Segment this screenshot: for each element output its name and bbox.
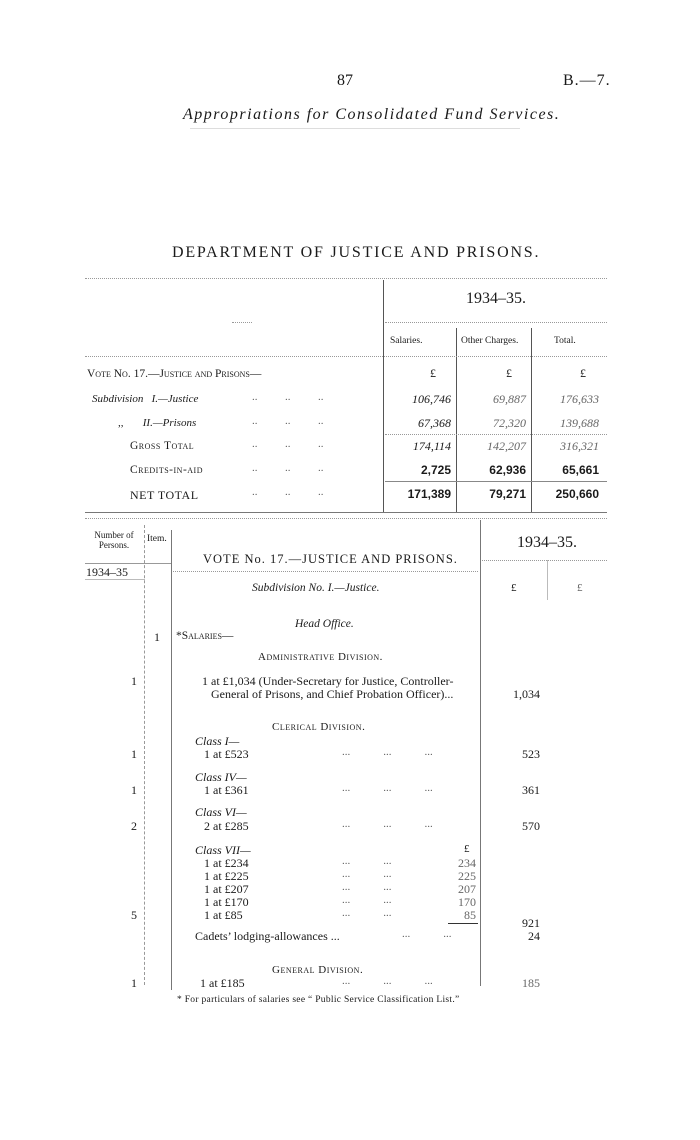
- vote-title: VOTE No. 17.—JUSTICE AND PRISONS.: [203, 552, 458, 566]
- subdivision-title: Subdivision No. I.—Justice.: [252, 582, 380, 594]
- summary-row-dots: .. .. ..: [252, 462, 324, 474]
- summary-row-salaries: 67,368: [418, 416, 451, 430]
- document-reference: B.—7.: [563, 72, 611, 89]
- class-vii-line: 1 at £225: [204, 869, 249, 883]
- class-iv-line: 1 at £361: [204, 783, 249, 797]
- general-dots: ... ... ...: [342, 975, 433, 987]
- summary-row-label: [118, 417, 196, 429]
- summary-row-salaries: 106,746: [412, 392, 451, 406]
- col-total-header: Total.: [554, 336, 576, 346]
- class-vii-amount: 234: [458, 856, 476, 870]
- head-office-heading: Head Office.: [295, 618, 354, 630]
- summary-row-total: 176,633: [560, 392, 599, 406]
- class-vi-dots: ... ... ...: [342, 818, 433, 830]
- summary-row-prefix: Subdivision: [92, 393, 144, 405]
- admin-division-heading: Administrative Division.: [258, 651, 383, 663]
- class-iv-dots: ... ... ...: [342, 782, 433, 794]
- class-vii-currency: £: [464, 843, 470, 855]
- summary-row-total: 139,688: [560, 416, 599, 430]
- class-vi-amount: 570: [522, 819, 540, 833]
- class-vii-dots: ... ...: [342, 855, 392, 867]
- summary-net-total: 250,660: [555, 487, 599, 501]
- general-persons: 1: [131, 976, 137, 990]
- class-i-line: 1 at £523: [204, 747, 249, 761]
- detail-year: 1934–35.: [517, 534, 577, 551]
- class-vii-amount: 85: [464, 908, 476, 922]
- class-vii-line: 1 at £170: [204, 895, 249, 909]
- footnote: * For particulars of salaries see “ Public Service Classification List.”: [177, 995, 460, 1005]
- summary-currency-salaries: £: [430, 366, 436, 380]
- summary-net-total-label: NET TOTAL: [130, 488, 199, 502]
- class-vii-dots: ... ...: [342, 881, 392, 893]
- class-vii-dots: ... ...: [342, 894, 392, 906]
- class-vii-persons: 5: [131, 908, 137, 922]
- summary-row-other: 72,320: [493, 416, 526, 430]
- class-i-persons: 1: [131, 747, 137, 761]
- class-vii-total: 921: [522, 916, 540, 930]
- class-vi-persons: 2: [131, 819, 137, 833]
- class-vi-label: Class VI—: [195, 805, 247, 819]
- col-item-header: Item.: [147, 534, 167, 544]
- summary-row-dots: .. .. ..: [252, 391, 324, 403]
- summary-row-dots: .. .. ..: [252, 486, 324, 498]
- summary-credits-other: 62,936: [489, 463, 526, 477]
- cadets-dots: ... ...: [402, 928, 452, 940]
- department-title: DEPARTMENT OF JUSTICE AND PRISONS.: [172, 244, 541, 261]
- col-salaries-header: Salaries.: [390, 336, 423, 346]
- class-vii-amount: 170: [458, 895, 476, 909]
- summary-row-other: 69,887: [493, 392, 526, 406]
- summary-gross-total-label: Gross Total: [130, 440, 195, 452]
- summary-row-prefix: ,,: [118, 417, 124, 429]
- class-i-amount: 523: [522, 747, 540, 761]
- summary-currency-total: £: [580, 366, 586, 380]
- class-vii-line: 1 at £85: [204, 908, 243, 922]
- col-persons-header: Number of Persons.: [94, 530, 134, 550]
- page-number: 87: [337, 72, 353, 89]
- admin-line-1: 1 at £1,034 (Under-Secretary for Justice, Controller-: [202, 674, 454, 688]
- summary-vote-label: Vote No. 17.—Justice and Prisons—: [87, 368, 262, 380]
- admin-line-2: General of Prisons, and Chief Probation Officer)...: [211, 687, 454, 701]
- item-number: 1: [154, 630, 160, 644]
- salaries-label: *Salaries—: [176, 630, 234, 642]
- summary-credits-salaries: 2,725: [420, 463, 451, 477]
- summary-gross-other: 142,207: [487, 439, 526, 453]
- clerical-division-heading: Clerical Division.: [272, 721, 366, 733]
- class-vii-label: Class VII—: [195, 843, 251, 857]
- class-vii-dots: ... ...: [342, 868, 392, 880]
- summary-net-other: 79,271: [489, 487, 526, 501]
- class-i-dots: ... ... ...: [342, 746, 433, 758]
- class-vii-amount: 225: [458, 869, 476, 883]
- summary-currency-other: £: [506, 366, 512, 380]
- currency-col-2: £: [577, 582, 583, 594]
- class-iv-amount: 361: [522, 783, 540, 797]
- cadets-label: Cadets’ lodging-allowances ...: [195, 929, 340, 943]
- summary-gross-total: 316,321: [560, 439, 599, 453]
- summary-gross-salaries: 174,114: [412, 439, 451, 453]
- currency-col-1: £: [511, 582, 517, 594]
- summary-row-dots: .. .. ..: [252, 415, 324, 427]
- class-vii-dots: ... ...: [342, 907, 392, 919]
- persons-year: 1934–35: [86, 565, 128, 579]
- class-i-label: Class I—: [195, 734, 240, 748]
- summary-row-dots: .. .. ..: [252, 438, 324, 450]
- summary-row-text: I.—Justice: [151, 393, 199, 405]
- class-vii-line: 1 at £234: [204, 856, 249, 870]
- class-vi-line: 2 at £285: [204, 819, 249, 833]
- summary-year: 1934–35.: [466, 290, 526, 307]
- col-other-charges-header: Other Charges.: [461, 336, 519, 346]
- running-title: Appropriations for Consolidated Fund Services.: [183, 106, 561, 123]
- summary-row-label: [92, 393, 198, 405]
- general-line: 1 at £185: [200, 976, 245, 990]
- summary-credits-label: Credits-in-aid: [130, 464, 203, 476]
- class-vii-amount: 207: [458, 882, 476, 896]
- general-division-heading: General Division.: [272, 964, 364, 976]
- general-amount: 185: [522, 976, 540, 990]
- class-vii-line: 1 at £207: [204, 882, 249, 896]
- summary-credits-total: 65,661: [562, 463, 599, 477]
- class-iv-label: Class IV—: [195, 770, 247, 784]
- admin-amount: 1,034: [513, 687, 540, 701]
- admin-persons: 1: [131, 674, 137, 688]
- cadets-amount: 24: [528, 929, 540, 943]
- summary-row-text: II.—Prisons: [142, 417, 197, 429]
- class-iv-persons: 1: [131, 783, 137, 797]
- summary-net-salaries: 171,389: [407, 487, 451, 501]
